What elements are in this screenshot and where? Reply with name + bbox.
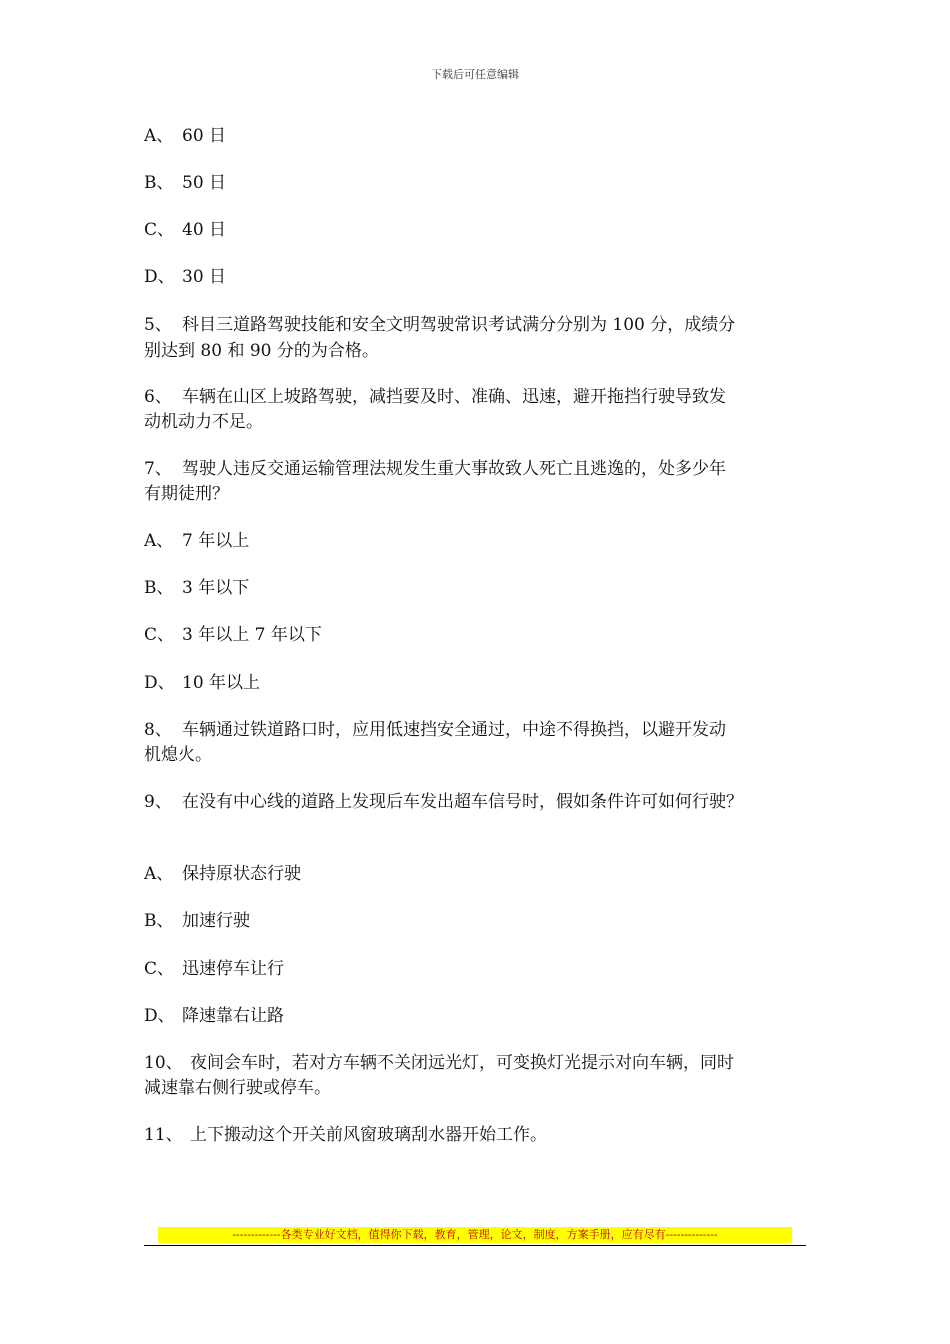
item-number: A、 bbox=[144, 126, 174, 146]
item-number: C、 bbox=[144, 220, 175, 240]
item-text: 驾驶人违反交通运输管理法规发生重大事故致人死亡且逃逸的，处多少年 bbox=[182, 459, 726, 479]
item-number: 5、 bbox=[144, 315, 172, 335]
question-8 bbox=[144, 718, 814, 742]
item-number: C、 bbox=[144, 625, 175, 645]
item-text: 3 年以下 bbox=[182, 578, 250, 598]
question-10-continued: 减速靠右侧行驶或停车。 bbox=[144, 1078, 331, 1098]
option-c bbox=[144, 623, 814, 647]
item-number: 11、 bbox=[144, 1125, 183, 1145]
item-number: B、 bbox=[144, 911, 174, 931]
item-text: 7 年以上 bbox=[182, 531, 250, 551]
item-number: A、 bbox=[144, 864, 174, 884]
item-text: 夜间会车时，若对方车辆不关闭远光灯，可变换灯光提示对向车辆，同时 bbox=[190, 1053, 734, 1073]
question-10 bbox=[144, 1051, 814, 1075]
item-number: 8、 bbox=[144, 720, 172, 740]
option-a bbox=[144, 862, 814, 886]
item-number: 10、 bbox=[144, 1053, 183, 1073]
question-6-continued: 动机动力不足。 bbox=[144, 412, 263, 432]
item-text: 迅速停车让行 bbox=[182, 959, 284, 979]
item-text: 降速靠右让路 bbox=[182, 1006, 284, 1026]
footer-banner: -------------各类专业好文档，值得你下载，教育，管理，论文，制度，方案手册，应有尽有-------------- bbox=[158, 1227, 792, 1243]
item-text: 车辆通过铁道路口时，应用低速挡安全通过，中途不得换挡，以避开发动 bbox=[182, 720, 726, 740]
question-5 bbox=[144, 313, 814, 337]
option-d bbox=[144, 265, 814, 289]
item-number: 7、 bbox=[144, 459, 172, 479]
item-text: 3 年以上 7 年以下 bbox=[182, 625, 322, 645]
option-b bbox=[144, 909, 814, 933]
item-number: D、 bbox=[144, 673, 175, 693]
question-5-continued: 别达到 80 和 90 分的为合格。 bbox=[144, 341, 379, 361]
item-number: D、 bbox=[144, 1006, 175, 1026]
item-text: 保持原状态行驶 bbox=[182, 864, 301, 884]
item-number: A、 bbox=[144, 531, 174, 551]
option-a bbox=[144, 529, 814, 553]
item-text: 在没有中心线的道路上发现后车发出超车信号时，假如条件许可如何行驶？ bbox=[182, 792, 743, 812]
question-11 bbox=[144, 1123, 814, 1147]
item-text: 30 日 bbox=[182, 267, 227, 287]
item-text: 上下搬动这个开关前风窗玻璃刮水器开始工作。 bbox=[190, 1125, 547, 1145]
item-text: 车辆在山区上坡路驾驶，减挡要及时、准确、迅速，避开拖挡行驶导致发 bbox=[182, 387, 726, 407]
item-text: 加速行驶 bbox=[182, 911, 250, 931]
item-number: B、 bbox=[144, 578, 174, 598]
question-7 bbox=[144, 457, 814, 481]
item-text: 10 年以上 bbox=[182, 673, 261, 693]
item-number: 9、 bbox=[144, 792, 172, 812]
item-text: 50 日 bbox=[182, 173, 227, 193]
item-number: C、 bbox=[144, 959, 175, 979]
option-a bbox=[144, 124, 814, 148]
option-b bbox=[144, 171, 814, 195]
question-7-continued: 有期徒刑？ bbox=[144, 484, 229, 504]
option-d bbox=[144, 1004, 814, 1028]
option-c bbox=[144, 957, 814, 981]
item-text: 40 日 bbox=[182, 220, 227, 240]
item-text: 60 日 bbox=[182, 126, 227, 146]
item-number: B、 bbox=[144, 173, 174, 193]
question-6 bbox=[144, 385, 814, 409]
item-text: 科目三道路驾驶技能和安全文明驾驶常识考试满分分别为 100 分，成绩分 bbox=[182, 315, 736, 335]
item-number: 6、 bbox=[144, 387, 172, 407]
item-number: D、 bbox=[144, 267, 175, 287]
option-d bbox=[144, 671, 814, 695]
question-9 bbox=[144, 790, 814, 814]
question-8-continued: 机熄火。 bbox=[144, 745, 212, 765]
option-c bbox=[144, 218, 814, 242]
option-b bbox=[144, 576, 814, 600]
page-header: 下载后可任意编辑 bbox=[431, 68, 519, 81]
footer-divider bbox=[144, 1245, 806, 1246]
